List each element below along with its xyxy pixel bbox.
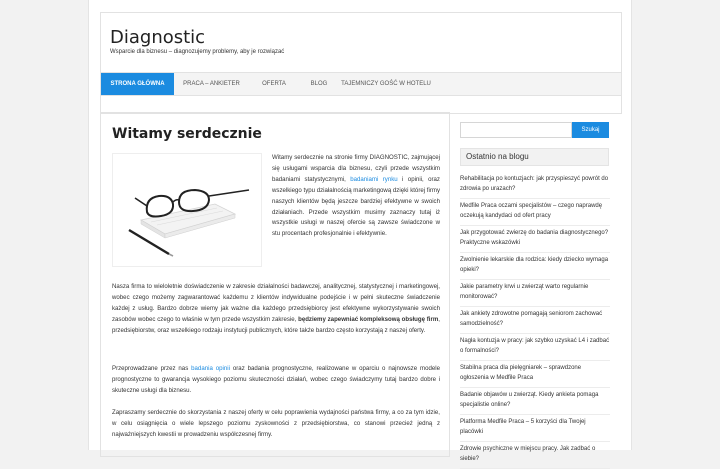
recent-posts-title: Ostatnio na blogu	[460, 148, 609, 166]
site-header	[100, 12, 622, 114]
recent-post-link[interactable]: Jakie parametry krwi u zwierząt warto regularnie monitorować?	[460, 280, 610, 307]
badania-opinii-link[interactable]: badania opinii	[191, 365, 230, 372]
page-title: Witamy serdecznie	[112, 126, 262, 142]
nav-item-blog[interactable]: BLOG	[310, 81, 328, 87]
main-navigation	[101, 72, 621, 96]
nav-item-tajemniczy-gosc[interactable]: TAJEMNICZY GOŚĆ W HOTELU	[341, 81, 431, 87]
recent-posts-list	[460, 172, 610, 469]
recent-post-link[interactable]: Jak przygotować zwierzę do badania diagnostycznego? Praktyczne wskazówki	[460, 226, 610, 253]
intro-text-2: i opinii, oraz wszelkiego typu działalnością marketingową dzięki której firmy naszych klientów będą jeszcze bardziej efektywne w swoich działaniach. Przede wszystkim musimy zaznaczy tutaj iż wszystkie usługi w naszej ofercie są zawsze świadczone w stu procentach profesjonalnie i efektywnie.	[272, 175, 440, 238]
recent-post-link[interactable]: Rehabilitacja po kontuzjach: jak przyspieszyć powrót do zdrowia po urazach?	[460, 172, 610, 199]
nav-item-praca-ankieter[interactable]: PRACA – ANKIETER	[183, 81, 240, 87]
recent-post-link[interactable]: Platforma Medfile Praca – 5 korzyści dla Twojej placówki	[460, 415, 610, 442]
recent-post-link[interactable]: Zwolnienie lekarskie dla rodzica: kiedy dziecko wymaga opieki?	[460, 253, 610, 280]
research-text-1: Przeprowadzane przez nas	[112, 365, 192, 372]
nav-item-oferta[interactable]: OFERTA	[262, 81, 286, 87]
page-container	[88, 0, 632, 462]
glasses-image	[112, 153, 262, 267]
search-input[interactable]	[460, 122, 572, 138]
experience-text-1: Nasza firma to wieloletnie doświadczenie w zakresie działalności badawczej, analitycznej, statystycznej i marketingowej, wobec czego możemy zagwarantować każdemu z klientów indywidualne podejście i w pełni skuteczne świadczenie każdej z usług. Bardzo dobrze wiemy jak ważne dla każdego przedsiębiorcy jest efektywne wykorzystywanie swoich zasobów wobec czego to właśnie w tym przede wszystkim zakresie,	[112, 283, 440, 323]
recent-post-link[interactable]: Nagła kontuzja w pracy: jak szybko uzyskać L4 i zadbać o formalności?	[460, 334, 610, 361]
research-text-2: oraz badania prognostyczne, realizowane w oparciu o najnowsze modele prognostyczne to gwarancja wysokiego poziomu skuteczności działań, wobec czego świadczymy tutaj bardzo dobre i skuteczne usługi dla biznesu.	[112, 365, 440, 394]
intro-paragraph	[272, 153, 440, 240]
main-content	[100, 112, 450, 457]
site-title[interactable]: Diagnostic	[110, 27, 206, 48]
site-tagline: Wsparcie dla biznesu – diagnozujemy problemy, aby je rozwiązać	[110, 49, 285, 55]
badania-rynku-link[interactable]: badaniami rynku	[350, 175, 398, 183]
recent-post-link[interactable]: Badanie objawów u zwierząt. Kiedy ankieta pomaga specjalistie online?	[460, 388, 610, 415]
recent-post-link[interactable]: Jak ankiety zdrowotne pomagają seniorom zachować samodzielność?	[460, 307, 610, 334]
nav-item-home[interactable]: STRONA GŁÓWNA	[101, 73, 174, 95]
recent-post-link[interactable]: Medfile Praca oczami specjalistów – czego naprawdę oczekują kandydaci od ofert pracy	[460, 199, 610, 226]
experience-text-2: , przedsiębiorstw, oraz wszelkiego rodzaju instytucji publicznych, które także bardzo często korzystają z naszej oferty.	[112, 315, 440, 334]
experience-bold-text: będziemy zapewniać kompleksową obsługę firm	[298, 315, 439, 323]
recent-post-link[interactable]: Stabilna praca dla pielęgniarek – sprawdzone ogłoszenia w Medfile Praca	[460, 361, 610, 388]
experience-paragraph	[112, 282, 440, 337]
search-button[interactable]: Szukaj	[572, 122, 609, 138]
sidebar	[460, 112, 622, 462]
intro-text-1: Witamy serdecznie na stronie firmy DIAGNOSTIC, zajmującej się usługami wsparcia dla biznesu, czyli przede wszystkim badaniami statystycznymi,	[272, 154, 440, 183]
research-paragraph	[112, 364, 440, 397]
recent-post-link[interactable]: Zdrowie psychiczne w miejscu pracy. Jak zadbać o siebie?	[460, 442, 610, 469]
invitation-paragraph: Zapraszamy serdecznie do skorzystania z naszej oferty w celu poprawienia wydajności państwa firmy, a co za tym idzie, w celu osiągnięcia o wiele lepszego poziomu zyskowności z przedsiębiorstwa, co stanowi przecież jedną z najważniejszych kwestii w prowadzeniu współczesnej firmy.	[112, 409, 440, 438]
